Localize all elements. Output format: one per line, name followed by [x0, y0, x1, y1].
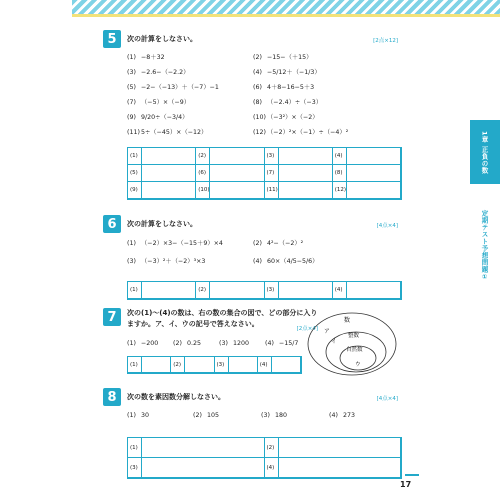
problem-label: (5) — [127, 84, 136, 91]
problem-label: (4) — [253, 69, 262, 76]
section-6 — [103, 215, 398, 300]
points-label: [4点×4] — [376, 396, 398, 402]
answer-label-cell — [215, 357, 229, 373]
answer-label-cell — [333, 182, 347, 199]
problem-expression: 9/20÷（−3/4） — [141, 114, 189, 121]
problem-expression: 4²−（−2）² — [267, 240, 304, 247]
problem-label: (1) — [127, 240, 136, 247]
problem-label: (4) — [329, 412, 338, 419]
answer-label-cell — [128, 182, 142, 199]
problem-item — [219, 340, 249, 347]
problem-expression: −15/7 — [279, 340, 299, 347]
answer-box[interactable] — [210, 282, 264, 299]
problem-expression: −8＋32 — [141, 54, 165, 61]
answer-label-cell — [265, 165, 279, 182]
page-number: 17 — [400, 480, 412, 489]
set-label-number: 数 — [344, 317, 351, 324]
problem-item — [253, 238, 303, 247]
answer-box[interactable] — [279, 458, 402, 478]
points-label: [4点×4] — [376, 223, 398, 229]
section-5 — [103, 30, 398, 200]
header-stripe — [72, 0, 500, 14]
answer-box[interactable] — [279, 182, 333, 199]
region-u: ウ — [355, 362, 361, 368]
section-number: 6 — [103, 215, 121, 233]
answer-box[interactable] — [142, 438, 265, 458]
answer-label: (3) — [266, 153, 275, 159]
problem-expression: （−5）×（−9） — [141, 99, 191, 106]
problem-item — [127, 52, 165, 61]
problem-label: (10) — [253, 114, 266, 121]
section-7-header — [103, 308, 323, 330]
answer-label-cell — [196, 148, 210, 165]
answer-label-cell — [333, 148, 347, 165]
problem-item — [253, 52, 312, 61]
answer-label-cell — [265, 282, 279, 299]
answer-label-cell — [171, 357, 185, 373]
problem-expression: 4＋8−16−5＋3 — [267, 84, 315, 91]
problem-expression: −5/12＋（−1/3） — [267, 69, 321, 76]
problem-item — [173, 340, 201, 347]
section-6-header — [103, 215, 197, 233]
number-set-diagram — [306, 310, 398, 378]
problem-expression: −200 — [141, 340, 159, 347]
problem-label: (4) — [265, 340, 274, 347]
answer-label-cell — [333, 282, 347, 299]
answer-grid — [127, 437, 402, 479]
problem-expression: 273 — [343, 412, 356, 419]
answer-label: (1) — [130, 153, 138, 159]
problem-label: (9) — [127, 114, 136, 121]
answer-label-cell — [128, 148, 142, 165]
answer-label: (1) — [130, 361, 138, 368]
problem-label: (2) — [253, 240, 262, 247]
problem-item — [127, 67, 189, 76]
section-8 — [103, 388, 398, 478]
answer-box[interactable] — [347, 182, 401, 199]
problem-label: (1) — [127, 340, 136, 347]
answer-label: (12) — [334, 187, 347, 193]
problem-item — [127, 97, 190, 106]
answer-box[interactable] — [347, 282, 401, 299]
answer-label: (7) — [266, 170, 275, 176]
answer-label-cell — [128, 282, 142, 299]
answer-label: (9) — [130, 187, 138, 193]
answer-box[interactable] — [185, 357, 214, 373]
problem-expression: （−2）×3−（−15＋9）×4 — [141, 240, 223, 247]
problem-label: (3) — [127, 258, 136, 265]
answer-label: (3) — [216, 361, 225, 368]
answer-box[interactable] — [210, 148, 264, 165]
answer-label: (3) — [266, 287, 275, 293]
answer-label: (4) — [266, 464, 275, 471]
problem-expression: −2−（−13）＋（−7）−1 — [141, 84, 219, 91]
problem-label: (1) — [127, 412, 136, 419]
answer-label-cell — [196, 165, 210, 182]
set-outer-ellipse — [308, 313, 396, 375]
problem-expression: （−3）²＋（−2）³×3 — [141, 258, 206, 265]
section-title: 次の(1)〜(4)の数は、右の数の集合の図で、どの部分に入りますか。ア、イ、ウの記号で答えなさい。 — [127, 309, 318, 328]
answer-box[interactable] — [272, 357, 301, 373]
problem-expression: 180 — [275, 412, 288, 419]
section-tab: 定期テスト予想問題① — [480, 210, 489, 282]
points-label: [2点×4] — [296, 326, 318, 332]
problem-label: (3) — [127, 69, 136, 76]
problem-item — [329, 412, 355, 419]
region-a: ア — [324, 329, 330, 335]
problem-label: (11) — [127, 129, 140, 136]
answer-label: (2) — [266, 444, 275, 451]
problem-item — [193, 412, 219, 419]
answer-label: (2) — [198, 287, 207, 293]
section-7 — [103, 308, 398, 383]
answer-box[interactable] — [142, 357, 171, 373]
problem-label: (6) — [253, 84, 262, 91]
problem-label: (3) — [261, 412, 270, 419]
answer-label-cell — [128, 438, 142, 458]
answer-label-cell — [128, 165, 142, 182]
problem-item — [253, 112, 319, 121]
problem-item — [265, 340, 298, 347]
problem-expression: 1200 — [233, 340, 250, 347]
answer-label-cell — [333, 165, 347, 182]
problem-label: (12) — [253, 129, 266, 136]
problem-expression: 30 — [141, 412, 150, 419]
problem-label: (7) — [127, 99, 136, 106]
problem-item — [127, 412, 149, 419]
answer-label-cell — [128, 357, 142, 373]
problem-expression: 105 — [207, 412, 220, 419]
problem-expression: 0.25 — [187, 340, 202, 347]
problem-label: (1) — [127, 54, 136, 61]
answer-label-cell — [265, 148, 279, 165]
problem-item — [127, 82, 219, 91]
section-8-header — [103, 388, 225, 406]
problem-label: (4) — [253, 258, 262, 265]
answer-box[interactable] — [142, 148, 196, 165]
problem-expression: （−3²）×（−2） — [267, 114, 319, 121]
answer-label-cell — [265, 458, 279, 478]
answer-label: (3) — [130, 464, 138, 471]
section-title: 次の数を素因数分解しなさい。 — [127, 393, 225, 401]
problem-label: (3) — [219, 340, 228, 347]
answer-box[interactable] — [229, 357, 258, 373]
answer-label: (5) — [130, 170, 138, 176]
problem-label: (2) — [173, 340, 182, 347]
answer-grid — [127, 147, 402, 200]
answer-box[interactable] — [142, 458, 265, 478]
answer-label-cell — [265, 438, 279, 458]
answer-label: (2) — [198, 153, 207, 159]
problem-expression: 5÷（−45）×（−12） — [141, 129, 208, 136]
answer-box[interactable] — [347, 148, 401, 165]
problem-item — [253, 97, 322, 106]
problem-item — [127, 256, 205, 265]
answer-label: (11) — [266, 187, 278, 193]
chapter-tab: 1章 正負の数 — [470, 120, 500, 184]
answer-box[interactable] — [279, 282, 333, 299]
answer-box[interactable] — [279, 165, 333, 182]
region-i: イ — [331, 339, 337, 345]
problem-item — [261, 412, 287, 419]
problem-label: (2) — [193, 412, 202, 419]
answer-label: (4) — [259, 361, 268, 368]
problem-item — [127, 112, 188, 121]
set-label-integer: 整数 — [348, 333, 360, 339]
answer-label-cell — [265, 182, 279, 199]
answer-label: (1) — [130, 444, 138, 451]
answer-box[interactable] — [279, 148, 333, 165]
page-number-rule — [405, 474, 419, 476]
problem-item — [253, 67, 321, 76]
answer-box[interactable] — [279, 438, 402, 458]
problem-item — [253, 256, 318, 265]
answer-box[interactable] — [142, 282, 196, 299]
problem-expression: −15−（＋15） — [267, 54, 313, 61]
problem-item — [253, 82, 314, 91]
problem-item — [127, 127, 207, 136]
section-5-header — [103, 30, 197, 48]
answer-grid — [127, 281, 402, 300]
problem-item — [127, 238, 223, 247]
answer-label: (6) — [198, 170, 207, 176]
answer-label: (4) — [334, 153, 343, 159]
section-title: 次の計算をしなさい。 — [127, 220, 197, 228]
problem-item — [253, 127, 348, 136]
answer-box[interactable] — [142, 165, 196, 182]
header-accent-line — [72, 14, 500, 17]
answer-grid — [127, 356, 302, 374]
answer-box[interactable] — [210, 182, 264, 199]
problem-expression: −2.6−（−2.2） — [141, 69, 190, 76]
answer-label-cell — [128, 458, 142, 478]
answer-label: (2) — [173, 361, 182, 368]
answer-box[interactable] — [210, 165, 264, 182]
answer-label-cell — [196, 182, 210, 199]
problem-item — [127, 340, 158, 347]
answer-label: (4) — [334, 287, 343, 293]
problem-expression: 60×（4/5−5/6） — [267, 258, 319, 265]
problem-expression: （−2.4）÷（−3） — [267, 99, 323, 106]
answer-label: (10) — [198, 187, 210, 193]
answer-label-cell — [258, 357, 272, 373]
section-number: 7 — [103, 308, 121, 326]
section-title: 次の計算をしなさい。 — [127, 35, 197, 43]
problem-expression: （−2）²×（−1）÷（−4）² — [267, 129, 349, 136]
points-label: [2点×12] — [373, 38, 398, 44]
section-number: 8 — [103, 388, 121, 406]
problem-label: (8) — [253, 99, 262, 106]
answer-label: (8) — [334, 170, 343, 176]
answer-label: (1) — [130, 287, 138, 293]
answer-box[interactable] — [142, 182, 196, 199]
section-number: 5 — [103, 30, 121, 48]
answer-box[interactable] — [347, 165, 401, 182]
answer-label-cell — [196, 282, 210, 299]
problem-label: (2) — [253, 54, 262, 61]
set-label-natural: 自然数 — [346, 347, 363, 353]
